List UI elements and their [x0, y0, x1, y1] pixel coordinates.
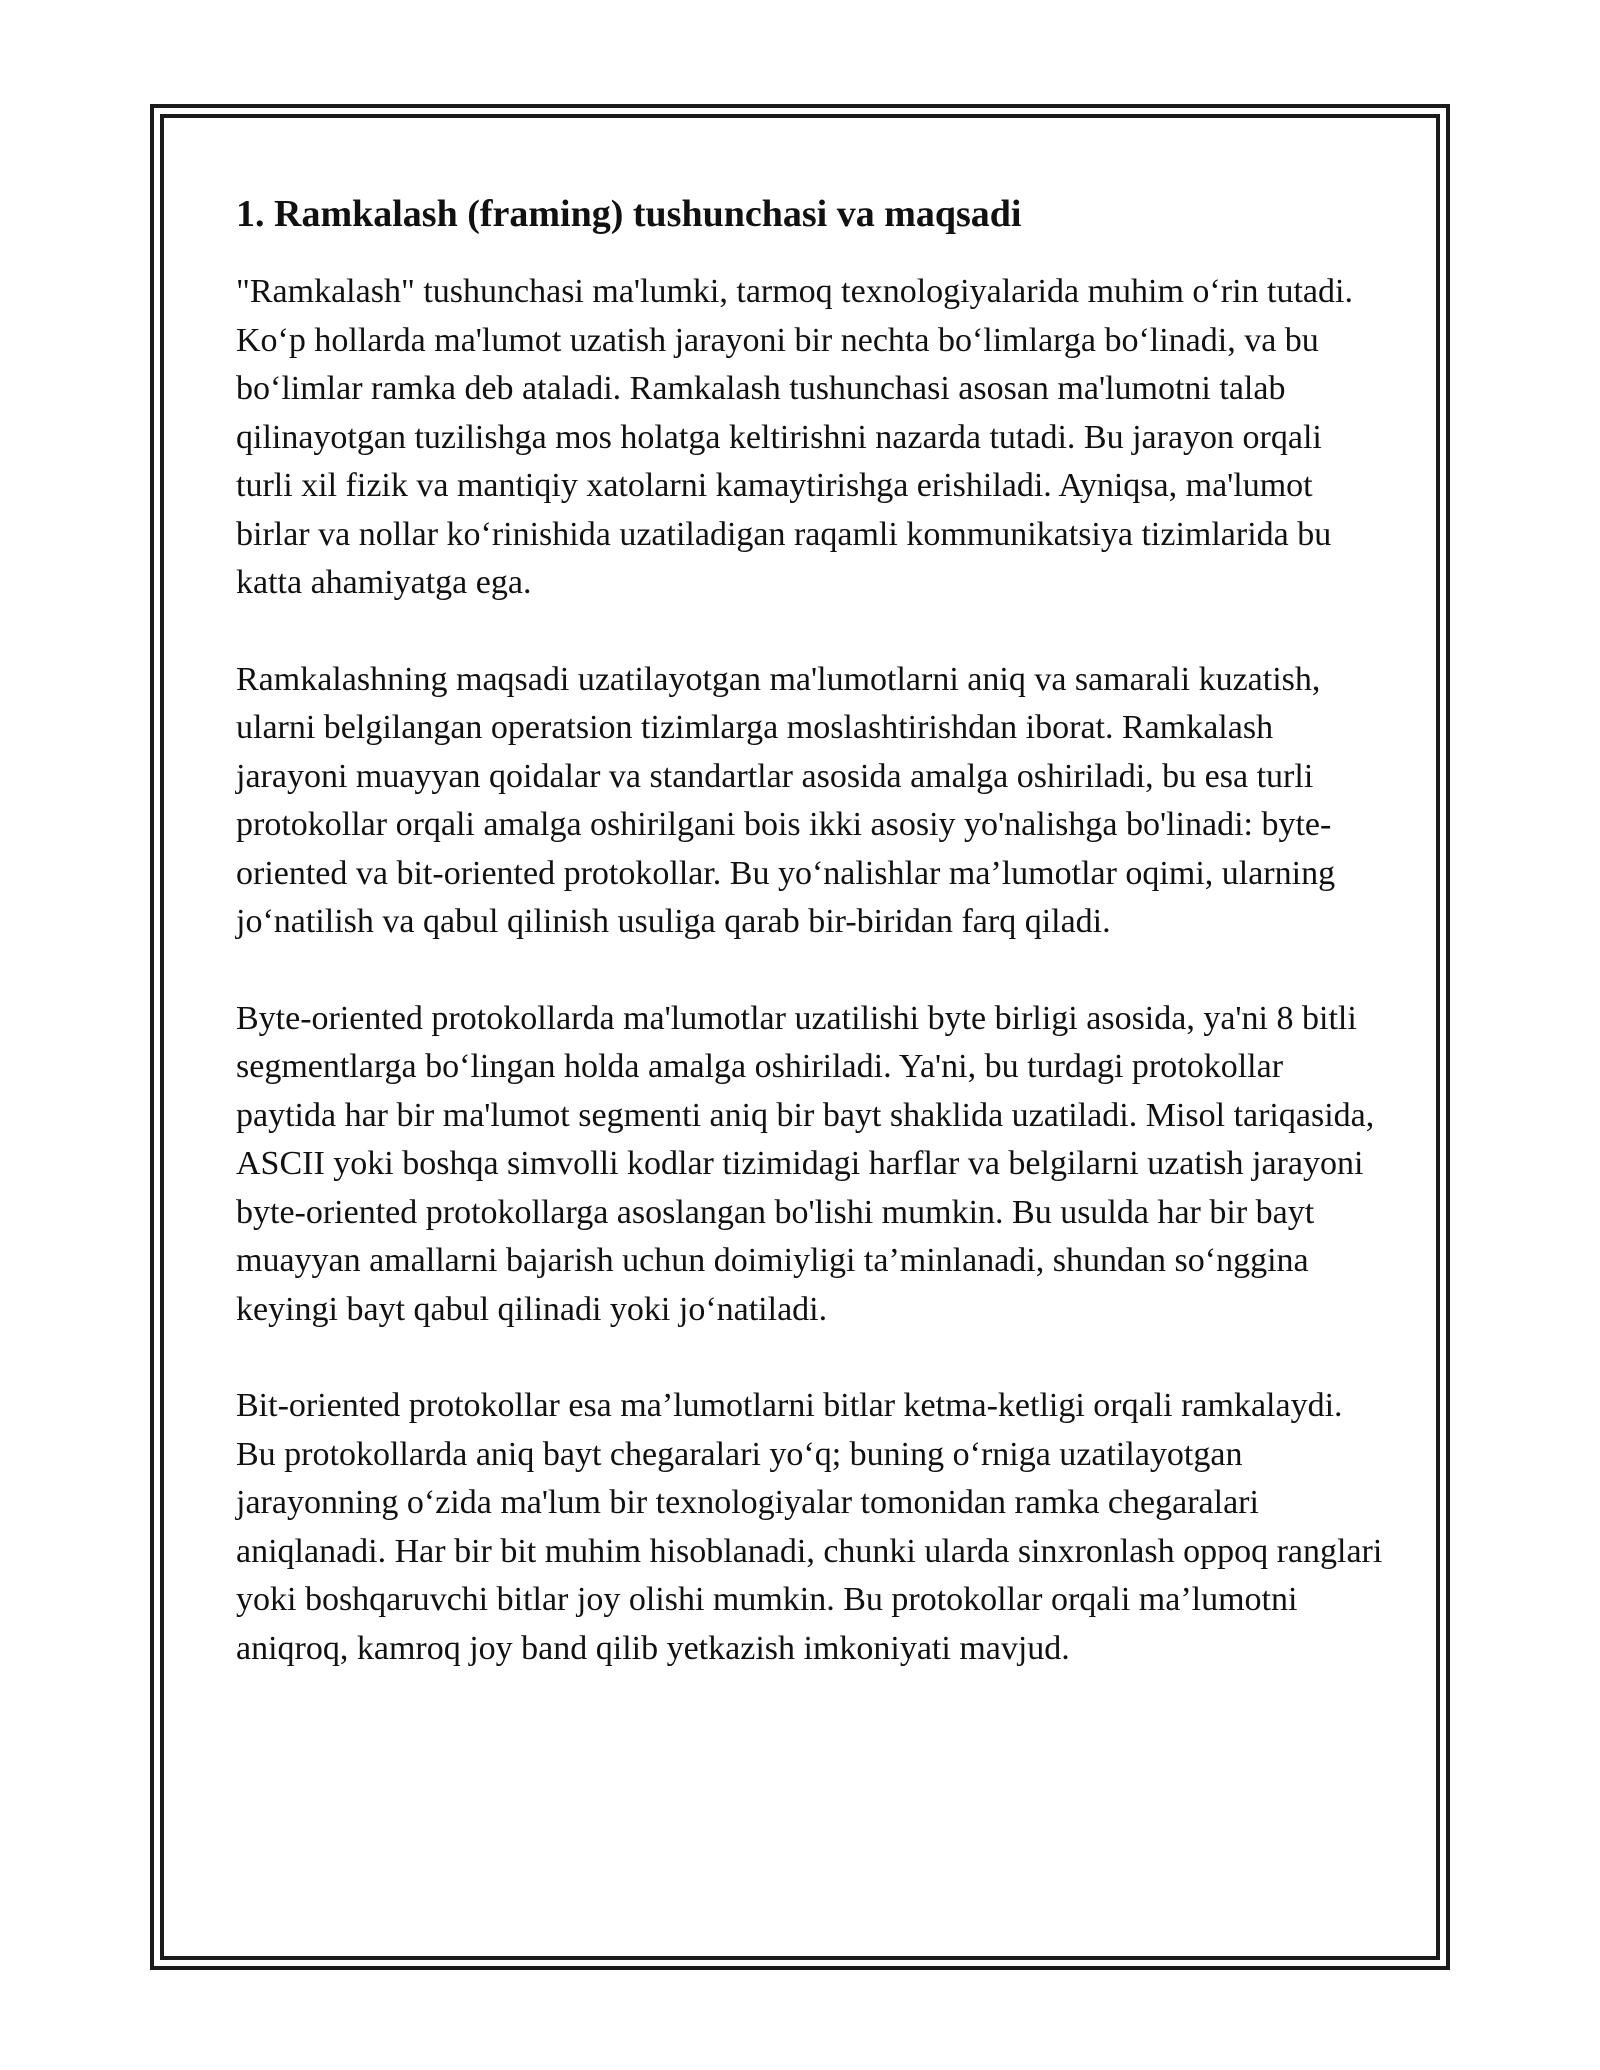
document-body: [236, 190, 1386, 1721]
paragraph-byte-oriented: Byte-oriented protokollarda ma'lumotlar uzatilishi byte birligi asosida, ya'ni 8 bitli segmentlarga bo‘lingan holda amalga oshiriladi. Ya'ni, bu turdagi protokollar paytida har bir ma'lumot segmenti aniq bir bayt shaklida uzatiladi. Misol tariqasida, ASCII yoki boshqa simvolli kodlar tizimidagi harflar va belgilarni uzatish jarayoni byte-oriented protokollarga asoslangan bo'lishi mumkin. Bu usulda har bir bayt muayyan amallarni bajarish uchun doimiyligi ta’minlanadi, shundan so‘nggina keyingi bayt qabul qilinadi yoki jo‘natiladi.: [236, 999, 1375, 1328]
paragraph-intro: "Ramkalash" tushunchasi ma'lumki, tarmoq texnologiyalarida muhim o‘rin tutadi. Ko‘p hollarda ma'lumot uzatish jarayoni bir nechta bo‘limlarga bo‘linadi, va bu bo‘limlar ramka deb ataladi. Ramkalash tushunchasi asosan ma'lumotni talab qilinayotgan tuzilishga mos holatga keltirishni nazarda tutadi. Bu jarayon orqali turli xil fizik va mantiqiy xatolarni kamaytirishga erishiladi. Ayniqsa, ma'lumot birlar va nollar ko‘rinishida uzatiladigan raqamli kommunikatsiya tizimlarida bu katta ahamiyatga ega.: [236, 273, 1353, 601]
section-heading: 1. Ramkalash (framing) tushunchasi va maqsadi: [236, 193, 1022, 235]
paragraph-bit-oriented: Bit-oriented protokollar esa ma’lumotlarni bitlar ketma-ketligi orqali ramkalaydi. Bu protokollarda aniq bayt chegaralari yo‘q; buning o‘rniga uzatilayotgan jarayonning o‘zida ma'lum bir texnologiyalar tomonidan ramka chegaralari aniqlanadi. Har bir bit muhim hisoblanadi, chunki ularda sinxronlash oppoq ranglari yoki boshqaruvchi bitlar joy olishi mumkin. Bu protokollar orqali ma’lumotni aniqroq, kamroq joy band qilib yetkazish imkoniyati mavjud.: [236, 1387, 1383, 1667]
paragraph-purpose: Ramkalashning maqsadi uzatilayotgan ma'lumotlarni aniq va samarali kuzatish, ularni belgilangan operatsion tizimlarga moslashtirishdan iborat. Ramkalash jarayoni muayyan qoidalar va standartlar asosida amalga oshiriladi, bu esa turli protokollar orqali amalga oshirilgani bois ikki asosiy yo'nalishga bo'linadi: byte-oriented va bit-oriented protokollar. Bu yo‘nalishlar ma’lumotlar oqimi, ularning jo‘natilish va qabul qilinish usuliga qarab bir-biridan farq qiladi.: [236, 660, 1336, 940]
